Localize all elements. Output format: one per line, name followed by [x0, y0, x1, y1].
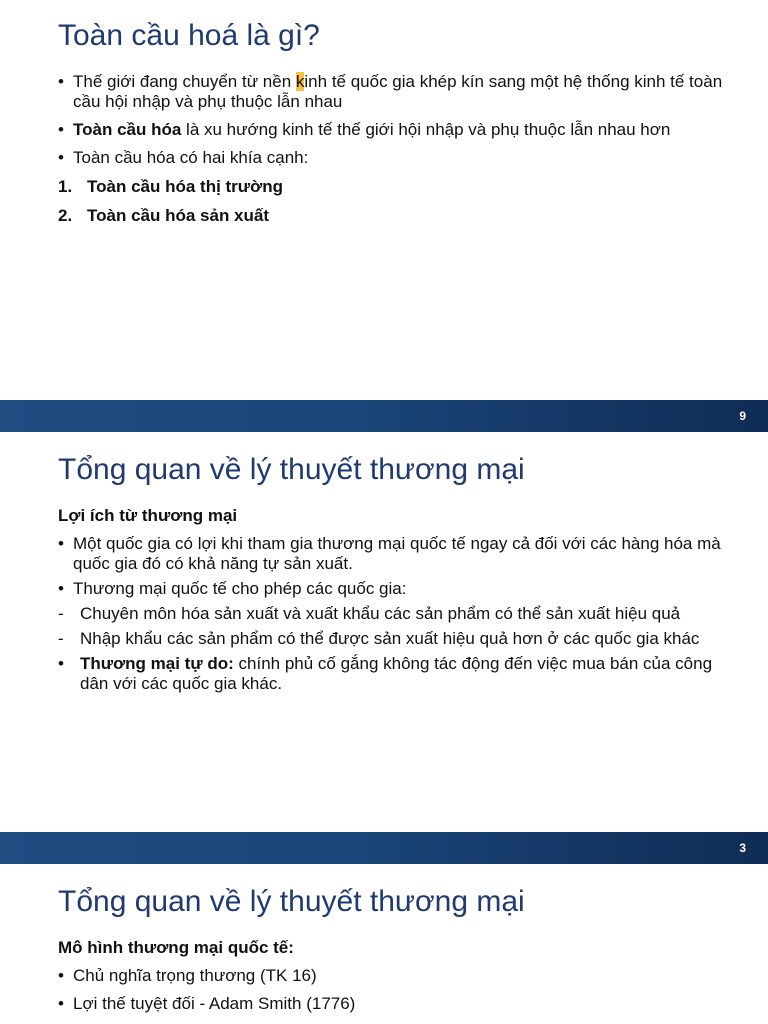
bullet-marker: • [58, 579, 64, 598]
slide-title: Tổng quan về lý thuyết thương mại [58, 453, 525, 486]
bullet-item: • Chủ nghĩa trọng thương (TK 16) [58, 966, 317, 985]
bullet-item: • Thương mại quốc tế cho phép các quốc gia: [58, 579, 407, 598]
bullet-item: • Toàn cầu hóa có hai khía cạnh: [58, 148, 309, 167]
page-number: 9 [739, 409, 746, 423]
bullet-marker: • [58, 994, 64, 1013]
bullet-item: • Thương mại tự do: chính phủ cố gắng không tác động đến việc mua bán của công dân với các quốc gia khác. [58, 654, 713, 693]
slide-body [58, 938, 738, 1014]
dash-item: - Nhập khẩu các sản phẩm có thể được sản xuất hiệu quả hơn ở các quốc gia khác [58, 629, 700, 648]
slide-1 [0, 0, 768, 400]
number-marker: 2. [58, 206, 73, 225]
bullet-marker: • [58, 534, 64, 553]
bullet-item: • Thế giới đang chuyển từ nền kinh tế quốc gia khép kín sang một hệ thống kinh tế toàn cầu hội nhập và phụ thuộc lẫn nhau [58, 72, 723, 111]
slide-footer-band [0, 832, 768, 864]
slide-footer-band [0, 400, 768, 432]
page-number: 3 [739, 841, 746, 855]
section-subheading: Lợi ích từ thương mại [58, 506, 238, 525]
slide-body [58, 506, 738, 694]
bullet-item: • Lợi thế tuyệt đối - Adam Smith (1776) [58, 994, 356, 1013]
numbered-item: 1. Toàn cầu hóa thị trường [58, 177, 283, 196]
bullet-marker: • [58, 966, 64, 985]
slide-2 [0, 432, 768, 832]
bullet-item: • Toàn cầu hóa là xu hướng kinh tế thế giới hội nhập và phụ thuộc lẫn nhau hơn [58, 120, 671, 139]
text-cursor-highlight: k [295, 72, 305, 91]
dash-marker: - [58, 629, 64, 648]
slide-3 [0, 864, 768, 1024]
bullet-marker: • [58, 120, 64, 139]
bullet-marker: • [58, 72, 64, 91]
bullet-marker: • [58, 148, 64, 167]
numbered-item: 2. Toàn cầu hóa sản xuất [58, 206, 270, 225]
section-subheading: Mô hình thương mại quốc tế: [58, 938, 294, 957]
slide-title: Tổng quan về lý thuyết thương mại [58, 885, 525, 918]
bullet-marker: • [58, 654, 64, 673]
dash-item: - Chuyên môn hóa sản xuất và xuất khẩu các sản phẩm có thể sản xuất hiệu quả [58, 604, 681, 623]
bullet-item: • Một quốc gia có lợi khi tham gia thương mại quốc tế ngay cả đối với các hàng hóa mà quốc gia đó có khả năng tự sản xuất. [58, 534, 721, 573]
number-marker: 1. [58, 177, 73, 196]
dash-marker: - [58, 604, 64, 623]
slide-title: Toàn cầu hoá là gì? [58, 19, 320, 52]
slide-body [58, 72, 738, 226]
